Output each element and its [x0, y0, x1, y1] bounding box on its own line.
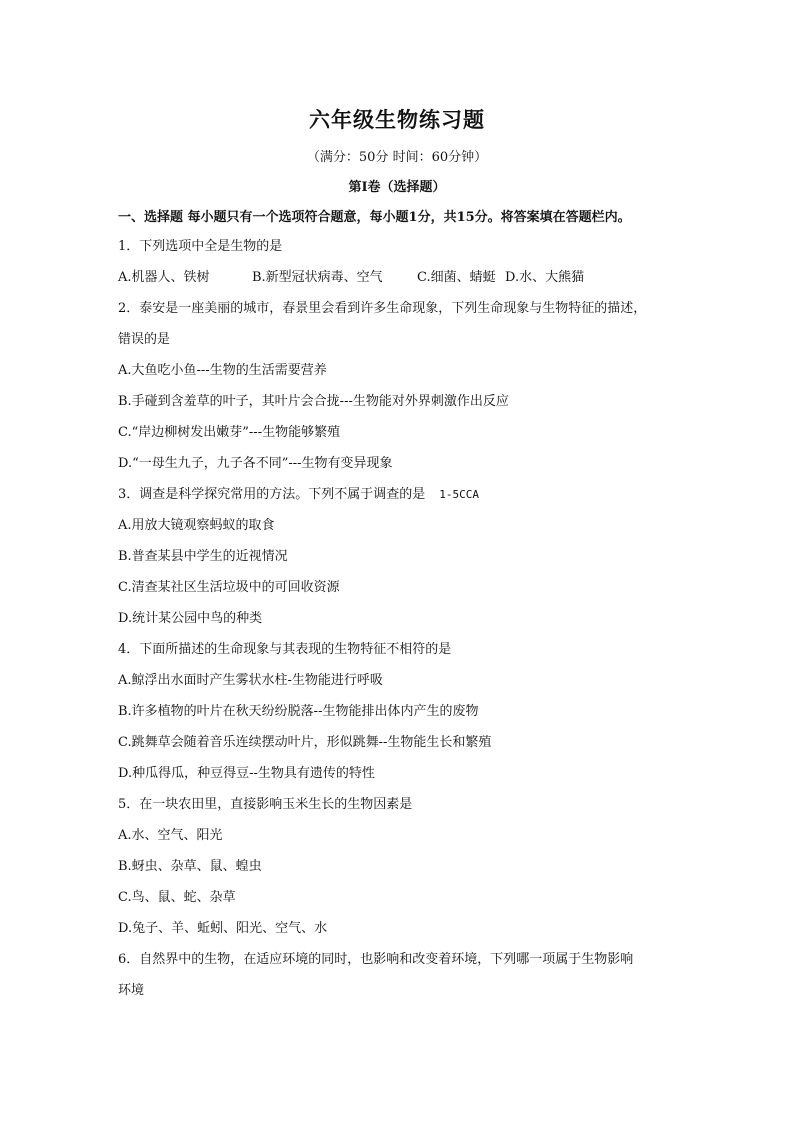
- question-5-option-c: C.鸟、鼠、蛇、杂草: [118, 890, 236, 905]
- question-1-options: [118, 265, 684, 296]
- volume-heading: 第Ⅰ卷（选择题）: [348, 180, 446, 195]
- question-2-stem-cont: 错误的是: [118, 332, 171, 347]
- question-2-option-c: C.“岸边柳树发出嫩芽”---生物能够繁殖: [118, 425, 341, 440]
- question-4-option-d: D.种瓜得瓜，种豆得豆--生物具有遗传的特性: [118, 766, 375, 781]
- exam-info: （满分：50分 时间：60分钟）: [306, 150, 488, 165]
- question-4-option-c: C.跳舞草会随着音乐连续摆动叶片，形似跳舞--生物能生长和繁殖: [118, 735, 492, 750]
- question-2-option-d: D.“一母生九子，九子各不同”---生物有变异现象: [118, 456, 393, 471]
- question-1-option-c: C.细菌、蜻蜓: [417, 270, 496, 285]
- question-3-stem-row: [118, 482, 684, 513]
- question-5-option-a: A.水、空气、阳光: [118, 828, 223, 843]
- question-2-option-b: B.手碰到含羞草的叶子，其叶片会合拢---生物能对外界刺激作出反应: [118, 394, 509, 409]
- section-instruction: 一、选择题 每小题只有一个选项符合题意，每小题1分，共15分。将答案填在答题栏内。: [118, 210, 631, 225]
- question-5-option-d: D.兔子、羊、蚯蚓、阳光、空气、水: [118, 921, 328, 936]
- question-2-stem: 2．泰安是一座美丽的城市，春景里会看到许多生命现象，下列生命现象与生物特征的描述，: [118, 301, 647, 316]
- question-list: [118, 234, 684, 1009]
- question-1-option-a: A.机器人、铁树: [118, 270, 210, 285]
- question-5-option-b: B.蚜虫、杂草、鼠、蝗虫: [118, 859, 262, 874]
- page-title: 六年级生物练习题: [309, 107, 485, 132]
- question-1-stem: 1．下列选项中全是生物的是: [118, 239, 283, 254]
- question-3-option-b: B.普查某县中学生的近视情况: [118, 549, 288, 564]
- question-3-option-a: A.用放大镜观察蚂蚁的取食: [118, 518, 275, 533]
- question-4-stem: 4．下面所描述的生命现象与其表现的生物特征不相符的是: [118, 642, 452, 657]
- question-1-option-b: B.新型冠状病毒、空气: [252, 270, 383, 285]
- question-4-option-b: B.许多植物的叶片在秋天纷纷脱落--生物能排出体内产生的废物: [118, 704, 479, 719]
- question-3-option-d: D.统计某公园中鸟的种类: [118, 611, 263, 626]
- question-2-option-a: A.大鱼吃小鱼---生物的生活需要营养: [118, 363, 327, 378]
- question-1-option-d: D.水、大熊猫: [505, 270, 585, 285]
- question-6-stem: 6．自然界中的生物，在适应环境的同时，也影响和改变着环境，下列哪一项属于生物影响: [118, 952, 634, 967]
- question-3-option-c: C.清查某社区生活垃圾中的可回收资源: [118, 580, 340, 595]
- answer-note: 1-5CCA: [439, 488, 480, 501]
- question-3-stem: 3．调查是科学探究常用的方法。下列不属于调查的是: [118, 487, 426, 502]
- question-6-stem-cont: 环境: [118, 983, 145, 998]
- question-4-option-a: A.鲸浮出水面时产生雾状水柱-生物能进行呼吸: [118, 673, 383, 688]
- question-5-stem: 5．在一块农田里，直接影响玉米生长的生物因素是: [118, 797, 413, 812]
